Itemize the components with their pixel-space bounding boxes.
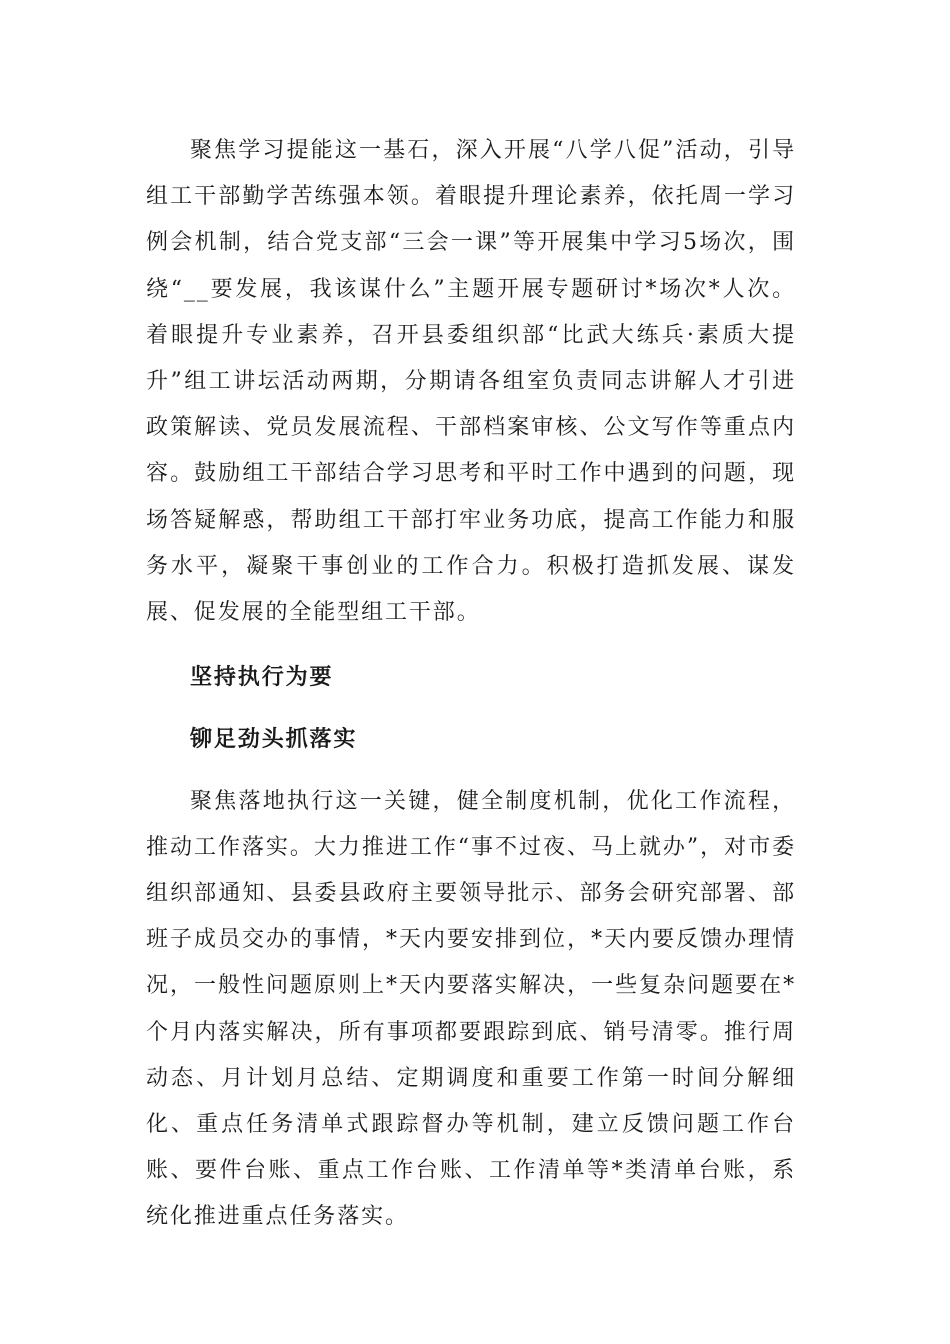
paragraph-execution: 聚焦落地执行这一关键，健全制度机制，优化工作流程，推动工作落实。大力推进工作“事不过夜、马上就办”，对市委组织部通知、县委县政府主要领导批示、部务会研究部署、部班子成员交办的事情，*天内要安排到位，*天内要反馈办理情况，一般性问题原则上*天内要落实解决，一些复杂问题要在*个月内落实解决，所有事项都要跟踪到底、销号清零。推行周动态、月计划月总结、定期调度和重要工作第一时间分解细化、重点任务清单式跟踪督办等机制，建立反馈问题工作台账、要件台账、重点工作台账、工作清单等*类清单台账，系统化推进重点任务落实。 bbox=[146, 788, 796, 1230]
spacer bbox=[146, 763, 796, 779]
spacer bbox=[146, 636, 796, 654]
paragraph-study: 聚焦学习提能这一基石，深入开展“八学八促”活动，引导组工干部勤学苦练强本领。着眼提升理论素养，依托周一学习例会机制，结合党支部“三会一课”等开展集中学习5场次，围绕“__要发展，我该谋什么”主题开展专题研讨*场次*人次。着眼提升专业素养，召开县委组织部“比武大练兵·素质大提升”组工讲坛活动两期，分期请各组室负责同志讲解人才引进政策解读、党员发展流程、干部档案审核、公文写作等重点内容。鼓励组工干部结合学习思考和平时工作中遇到的问题，现场答疑解惑，帮助组工干部打牢业务功底，提高工作能力和服务水平，凝聚干事创业的工作合力。积极打造抓发展、谋发展、促发展的全能型组工干部。 bbox=[146, 138, 796, 626]
spacer bbox=[146, 700, 796, 716]
section-heading: 坚持执行为要 bbox=[190, 664, 334, 691]
document-body bbox=[146, 128, 796, 1241]
section-subheading: 铆足劲头抓落实 bbox=[190, 726, 358, 753]
